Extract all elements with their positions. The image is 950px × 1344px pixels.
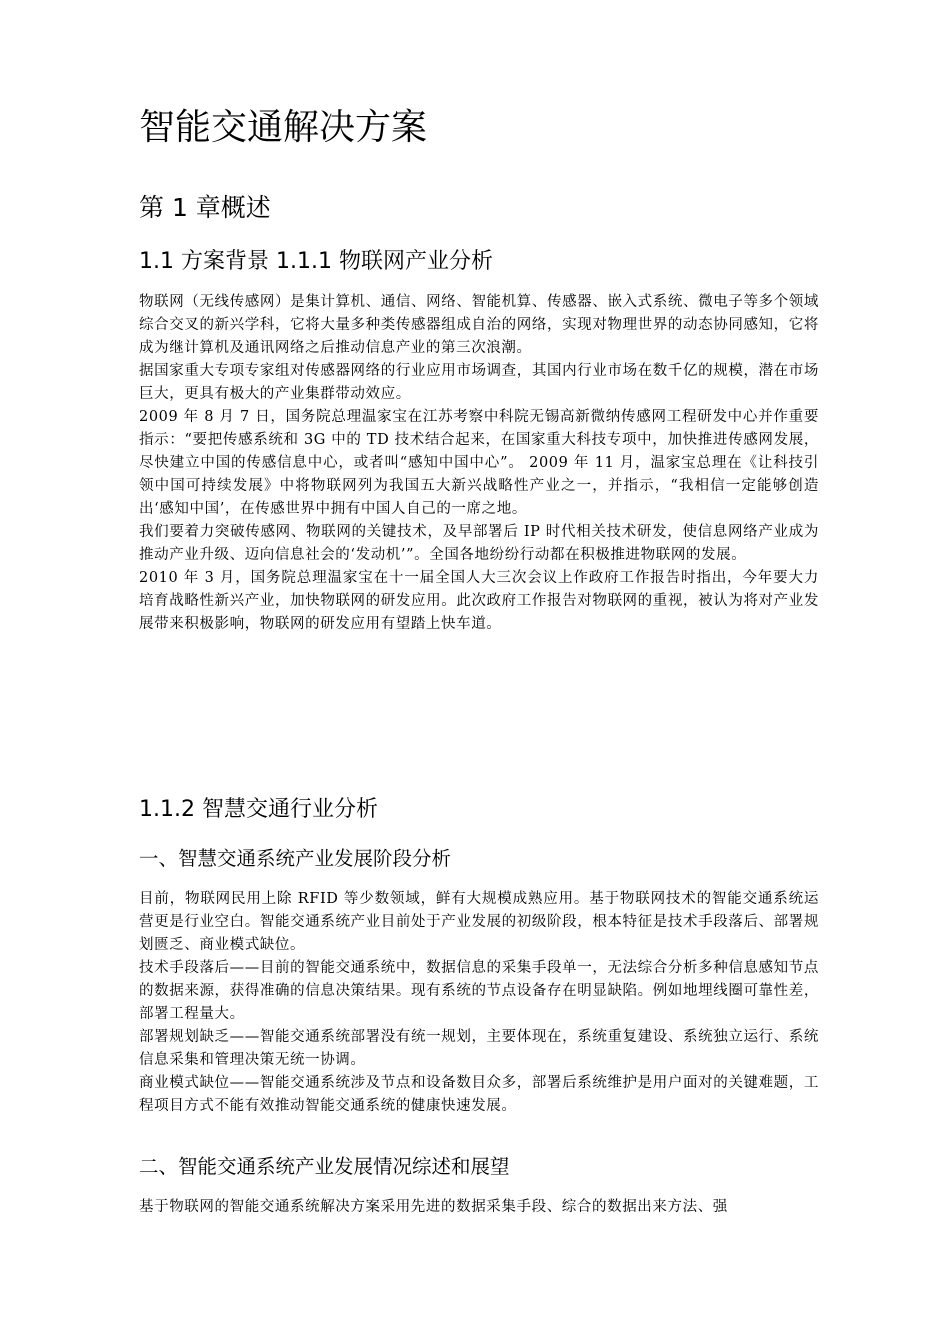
paragraph: 2009 年 8 月 7 日，国务院总理温家宝在江苏考察中科院无锡高新微纳传感网工程研发中心并作重要指示：“要把传感系统和 3G 中的 TD 技术结合起来，在国家重大科技专项中，加快推进传感网发展，尽快建立中国的传感信息中心，或者叫“感知中国中心”。 2009 年 11 月，温家宝总理在《让科技引领中国可持续发展》中将物联网列为我国五大新兴战略性产业之一，并指示，“我相信一定能够创造出‘感知中国’，在传感世界中拥有中国人自己的一席之地。 [139,409,819,517]
paragraph: 技术手段落后——目前的智能交通系统中，数据信息的采集手段单一，无法综合分析多种信息感知节点的数据来源，获得准确的信息决策结果。现有系统的节点设备存在明显缺陷。例如地埋线圈可靠性差，部署工程量大。 [139,960,819,1022]
paragraph: 我们要着力突破传感网、物联网的关键技术，及早部署后 IP 时代相关技术研发，使信息网络产业成为推动产业升级、迈向信息社会的‘发动机’”。全国各地纷纷行动都在积极推进物联网的发展。 [139,524,819,563]
paragraph: 基于物联网的智能交通系统解决方案采用先进的数据采集手段、综合的数据出来方法、强 [139,1199,728,1215]
paragraph: 据国家重大专项专家组对传感器网络的行业应用市场调查，其国内行业市场在数千亿的规模，潜在市场巨大，更具有极大的产业集群带动效应。 [139,363,819,402]
chapter-heading: 第 1 章概述 [139,193,271,222]
paragraph: 部署规划缺乏——智能交通系统部署没有统一规划，主要体现在，系统重复建设、系统独立运行、系统信息采集和管理决策无统一协调。 [139,1029,819,1068]
document-title: 智能交通解决方案 [139,107,428,148]
paragraph: 2010 年 3 月，国务院总理温家宝在十一届全国人大三次会议上作政府工作报告时指出，今年要大力培育战略性新兴产业，加快物联网的研发应用。此次政府工作报告对物联网的重视，被认为将对产业发展带来积极影响，物联网的研发应用有望踏上快车道。 [139,570,819,632]
paragraph: 商业模式缺位——智能交通系统涉及节点和设备数目众多，部署后系统维护是用户面对的关键难题，工程项目方式不能有效推动智能交通系统的健康快速发展。 [139,1075,819,1114]
section-1-1-body [139,291,819,636]
paragraph: 目前，物联网民用上除 RFID 等少数领域，鲜有大规模成熟应用。基于物联网技术的智能交通系统运营更是行业空白。智能交通系统产业目前处于产业发展的初级阶段，根本特征是技术手段落后、部署规划匮乏、商业模式缺位。 [139,891,819,953]
subsection-1-body [139,888,819,1118]
paragraph: 物联网（无线传感网）是集计算机、通信、网络、智能机算、传感器、嵌入式系统、微电子等多个领域综合交叉的新兴学科，它将大量多种类传感器组成自治的网络，实现对物理世界的动态协同感知，它将成为继计算机及通讯网络之后推动信息产业的第三次浪潮。 [139,294,819,356]
section-heading-1-1: 1.1 方案背景 1.1.1 物联网产业分析 [139,249,493,274]
subsection-heading-2: 二、智能交通系统产业发展情况综述和展望 [139,1155,510,1178]
section-heading-1-1-2: 1.1.2 智慧交通行业分析 [139,797,378,822]
subsection-2-body [139,1196,819,1219]
subsection-heading-1: 一、智慧交通系统产业发展阶段分析 [139,847,452,870]
